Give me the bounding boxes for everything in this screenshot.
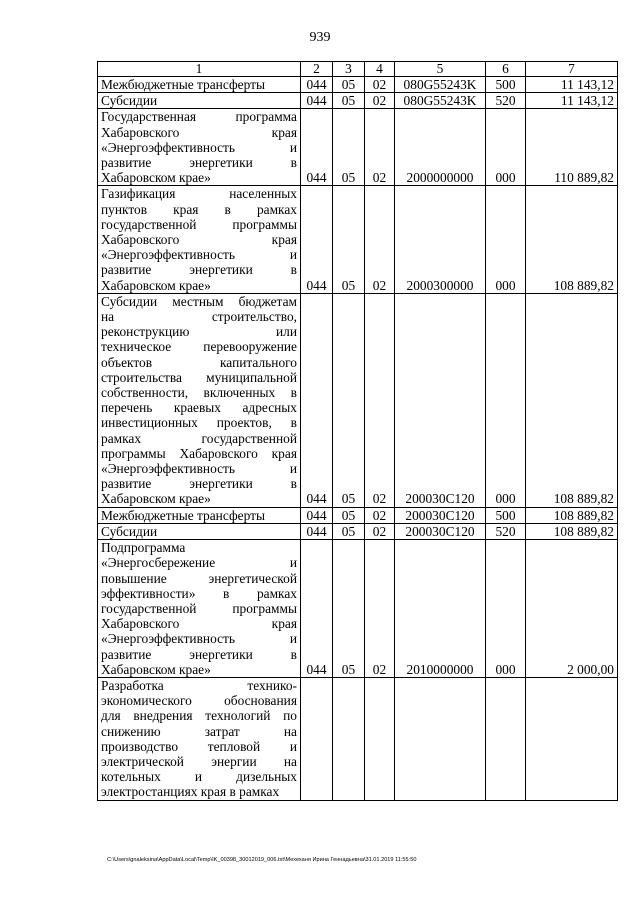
expense-type-cell: 000 xyxy=(486,109,526,186)
target-article-cell: 200030C120 xyxy=(395,507,486,523)
row-name-line: развитие энергетики в xyxy=(101,155,297,171)
expense-type-cell xyxy=(486,677,526,800)
amount-cell: 108 889,82 xyxy=(526,507,618,523)
target-article-cell: 2000300000 xyxy=(395,186,486,293)
row-name-line: государственной программы xyxy=(101,216,297,232)
row-name-line: инвестиционных проектов, в xyxy=(101,415,297,431)
row-name-line: повышение энергетической xyxy=(101,570,297,586)
row-name-line: Хабаровского края xyxy=(101,124,297,140)
section-cell: 05 xyxy=(333,93,365,109)
row-name-line: электрической энергии на xyxy=(101,753,297,769)
row-name-line: «Энергоэффективность и xyxy=(101,631,297,647)
target-article-cell: 200030C120 xyxy=(395,523,486,539)
admin-code-cell: 044 xyxy=(301,77,333,93)
row-name-line: Подпрограмма xyxy=(101,540,186,556)
document-footer-path: C:\Users\gnaleksina\AppData\Local\Temp\IK_00398_30012019_006.txt\Мехеханя Ирина Геннадьевна\31.01.2019 11:55:50 xyxy=(107,857,417,863)
row-name-line: Хабаровском крае» xyxy=(101,277,211,293)
row-name-line: строительства муниципальной xyxy=(101,369,297,385)
row-name-line: пунктов края в рамках xyxy=(101,201,297,217)
row-name-cell xyxy=(98,93,301,109)
expense-type-cell: 520 xyxy=(486,93,526,109)
row-name-line: Государственная программа xyxy=(101,109,297,125)
row-name-line: развитие энергетики в xyxy=(101,646,297,662)
section-cell xyxy=(333,677,365,800)
subsection-cell: 02 xyxy=(365,507,395,523)
admin-code-cell: 044 xyxy=(301,109,333,186)
section-cell: 05 xyxy=(333,540,365,678)
admin-code-cell: 044 xyxy=(301,293,333,507)
expense-type-cell: 500 xyxy=(486,507,526,523)
row-name-line: для внедрения технологий по xyxy=(101,708,297,724)
row-name-line: экономического обоснования xyxy=(101,693,297,709)
row-name-cell xyxy=(98,540,301,678)
amount-cell: 108 889,82 xyxy=(526,293,618,507)
row-name-line: Хабаровском крае» xyxy=(101,170,211,186)
table-row xyxy=(98,540,618,678)
row-name-line: перечень краевых адресных xyxy=(101,400,297,416)
row-name-line: «Энергоэффективность и xyxy=(101,461,297,477)
admin-code-cell: 044 xyxy=(301,93,333,109)
table-row xyxy=(98,186,618,293)
admin-code-cell: 044 xyxy=(301,540,333,678)
row-name-line: Межбюджетные трансферты xyxy=(101,77,265,92)
subsection-cell: 02 xyxy=(365,523,395,539)
row-name-line: «Энергоэффективность и xyxy=(101,247,297,263)
amount-cell xyxy=(526,677,618,800)
amount-cell: 11 143,12 xyxy=(526,93,618,109)
row-name-cell xyxy=(98,109,301,186)
target-article-cell: 080G55243K xyxy=(395,93,486,109)
target-article-cell: 2000000000 xyxy=(395,109,486,186)
row-name-line: объектов капитального xyxy=(101,354,297,370)
amount-cell: 110 889,82 xyxy=(526,109,618,186)
row-name-line: производство тепловой и xyxy=(101,738,297,754)
column-header: 1 xyxy=(98,62,301,77)
row-name-cell xyxy=(98,77,301,93)
row-name-line: Газификация населенных xyxy=(101,186,297,202)
row-name-line: развитие энергетики в xyxy=(101,262,297,278)
row-name-line: Хабаровского края xyxy=(101,232,297,248)
section-cell: 05 xyxy=(333,77,365,93)
column-header: 2 xyxy=(301,62,333,77)
row-name-line: электростанциях края в рамках xyxy=(101,784,280,800)
section-cell: 05 xyxy=(333,186,365,293)
expense-type-cell: 000 xyxy=(486,540,526,678)
row-name-line: реконструкцию или xyxy=(101,324,297,340)
table-row xyxy=(98,507,618,523)
subsection-cell: 02 xyxy=(365,77,395,93)
target-article-cell: 2010000000 xyxy=(395,540,486,678)
row-name-line: Разработка технико- xyxy=(101,677,297,693)
column-header: 4 xyxy=(365,62,395,77)
row-name-line: программы Хабаровского края xyxy=(101,445,297,461)
subsection-cell: 02 xyxy=(365,293,395,507)
column-header: 6 xyxy=(486,62,526,77)
subsection-cell: 02 xyxy=(365,93,395,109)
column-header: 3 xyxy=(333,62,365,77)
row-name-cell xyxy=(98,293,301,507)
row-name-cell xyxy=(98,186,301,293)
amount-cell: 108 889,82 xyxy=(526,523,618,539)
section-cell: 05 xyxy=(333,293,365,507)
row-name-line: Субсидии xyxy=(101,523,158,539)
table-row xyxy=(98,77,618,93)
row-name-line: Хабаровском крае» xyxy=(101,491,211,507)
row-name-line: «Энергоэффективность и xyxy=(101,139,297,155)
row-name-line: государственной программы xyxy=(101,600,297,616)
target-article-cell: 080G55243K xyxy=(395,77,486,93)
section-cell: 05 xyxy=(333,109,365,186)
table-header-row xyxy=(98,62,618,77)
row-name-line: котельных и дизельных xyxy=(101,769,297,785)
row-name-cell xyxy=(98,677,301,800)
row-name-line: на строительство, xyxy=(101,309,297,325)
expense-type-cell: 000 xyxy=(486,293,526,507)
expense-type-cell: 000 xyxy=(486,186,526,293)
amount-cell: 11 143,12 xyxy=(526,77,618,93)
subsection-cell: 02 xyxy=(365,186,395,293)
admin-code-cell: 044 xyxy=(301,186,333,293)
admin-code-cell: 044 xyxy=(301,507,333,523)
table-row xyxy=(98,677,618,800)
row-name-line: техническое перевооружение xyxy=(101,339,297,355)
budget-table xyxy=(97,61,618,801)
column-header: 7 xyxy=(526,62,618,77)
row-name-line: эффективности» в рамках xyxy=(101,585,297,601)
table-row xyxy=(98,109,618,186)
table-row xyxy=(98,293,618,507)
row-name-line: рамках государственной xyxy=(101,430,297,446)
table-row xyxy=(98,523,618,539)
target-article-cell xyxy=(395,677,486,800)
row-name-line: Межбюджетные трансферты xyxy=(101,507,265,523)
section-cell: 05 xyxy=(333,523,365,539)
admin-code-cell: 044 xyxy=(301,523,333,539)
row-name-line: развитие энергетики в xyxy=(101,476,297,492)
row-name-line: собственности, включенных в xyxy=(101,385,297,401)
row-name-line: Хабаровского края xyxy=(101,616,297,632)
row-name-line: Субсидии местным бюджетам xyxy=(101,293,297,309)
subsection-cell xyxy=(365,677,395,800)
section-cell: 05 xyxy=(333,507,365,523)
expense-type-cell: 500 xyxy=(486,77,526,93)
amount-cell: 108 889,82 xyxy=(526,186,618,293)
table-row xyxy=(98,93,618,109)
row-name-line: снижению затрат на xyxy=(101,723,297,739)
row-name-cell xyxy=(98,507,301,523)
row-name-line: Субсидии xyxy=(101,93,158,109)
subsection-cell: 02 xyxy=(365,540,395,678)
subsection-cell: 02 xyxy=(365,109,395,186)
admin-code-cell xyxy=(301,677,333,800)
row-name-line: «Энергосбережение и xyxy=(101,555,297,571)
page-number: 939 xyxy=(309,30,331,45)
amount-cell: 2 000,00 xyxy=(526,540,618,678)
row-name-cell xyxy=(98,523,301,539)
target-article-cell: 200030C120 xyxy=(395,293,486,507)
expense-type-cell: 520 xyxy=(486,523,526,539)
column-header: 5 xyxy=(395,62,486,77)
row-name-line: Хабаровском крае» xyxy=(101,661,211,677)
